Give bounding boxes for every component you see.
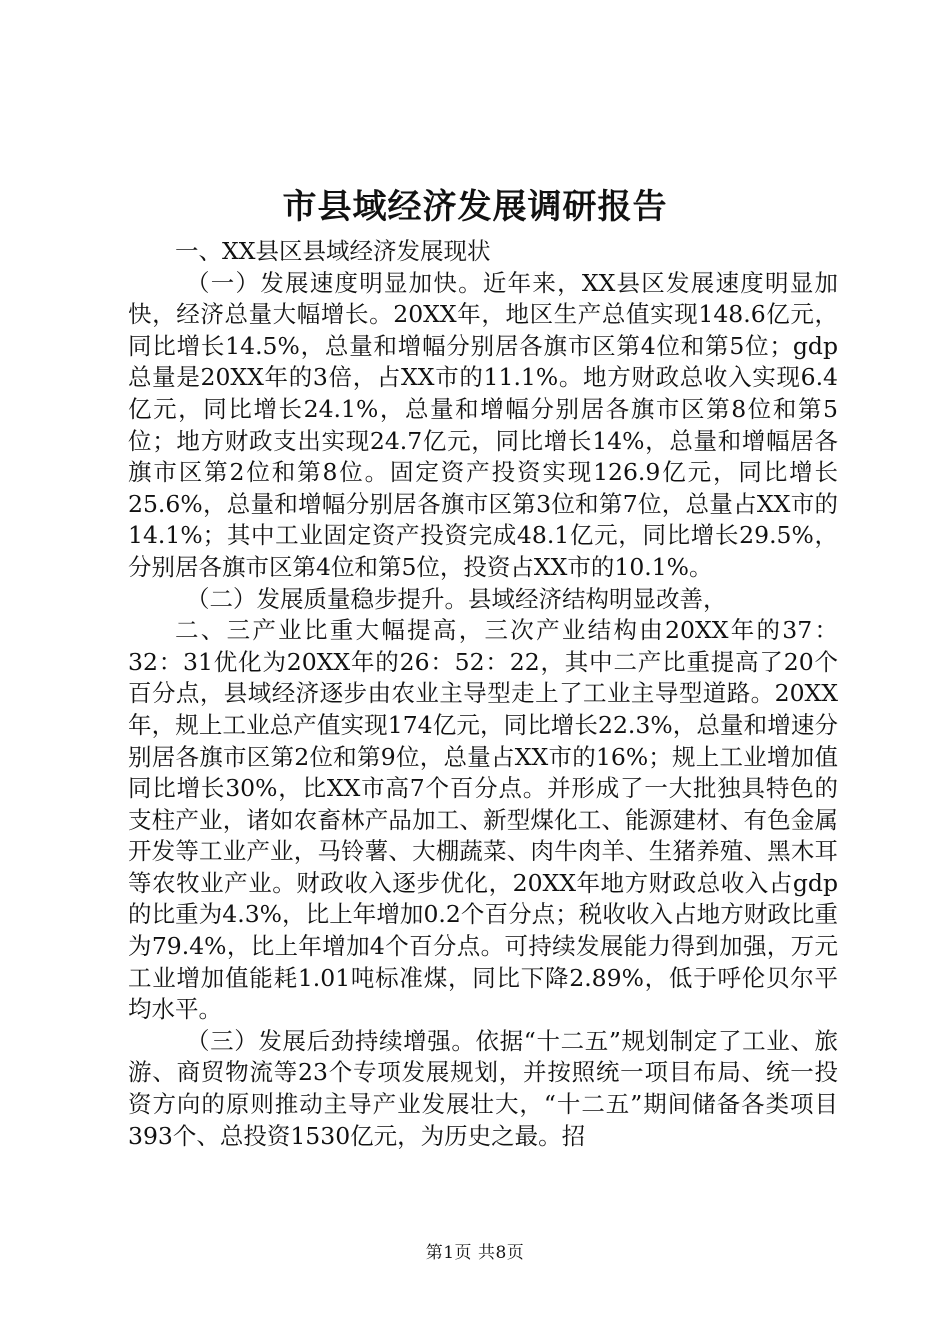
paragraph: （一）发展速度明显加快。近年来，XX县区发展速度明显加快，经济总量大幅增长。20XX年，地区生产总值实现148.6亿元，同比增长14.5%，总量和增幅分别居各旗市区第4位和第5位；gdp总量是20XX年的3倍，占XX市的11.1%。地方财政总收入实现6.4亿元，同比增长24.1%，总量和增幅分别居各旗市区第8位和第5位；地方财政支出实现24.7亿元，同比增长14%，总量和增幅居各旗市区第2位和第8位。固定资产投资实现126.9亿元，同比增长25.6%，总量和增幅分别居各旗市区第3位和第7位，总量占XX市的14.1%；其中工业固定资产投资完成48.1亿元，同比增长29.5%，分别居各旗市区第4位和第5位，投资占XX市的10.1%。 (128, 268, 838, 581)
paragraph: （三）发展后劲持续增强。依据“十二五”规划制定了工业、旅游、商贸物流等23个专项发展规划，并按照统一项目布局、统一投资方向的原则推动主导产业发展壮大，“十二五”期间储备各类项目393个、总投资1530亿元，为历史之最。招 (128, 1026, 838, 1150)
paragraph: （二）发展质量稳步提升。县域经济结构明显改善， (186, 584, 727, 613)
section-heading: 一、XX县区县域经济发展现状 (175, 237, 491, 265)
paragraph: 二、三产业比重大幅提高，三次产业结构由20XX年的37：32：31优化为20XX年的26：52：22，其中二产比重提高了20个百分点，县域经济逐步由农业主导型走上了工业主导型道路。20XX年，规上工业总产值实现174亿元，同比增长22.3%，总量和增速分别居各旗市区第2位和第9位，总量占XX市的16%；规上工业增加值同比增长30%，比XX市高7个百分点。并形成了一大批独具特色的支柱产业，诸如农畜林产品加工、新型煤化工、能源建材、有色金属开发等工业产业，马铃薯、大棚蔬菜、肉牛肉羊、生猪养殖、黑木耳等农牧业产业。财政收入逐步优化，20XX年地方财政总收入占gdp的比重为4.3%，比上年增加0.2个百分点；税收收入占地方财政比重为79.4%，比上年增加4个百分点。可持续发展能力得到加强，万元工业增加值能耗1.01吨标准煤，同比下降2.89%，低于呼伦贝尔平均水平。 (128, 616, 838, 1024)
document-body (128, 236, 838, 1152)
document-title: 市县域经济发展调研报告 (282, 187, 668, 227)
page-footer: 第1页 共8页 (425, 1243, 525, 1263)
